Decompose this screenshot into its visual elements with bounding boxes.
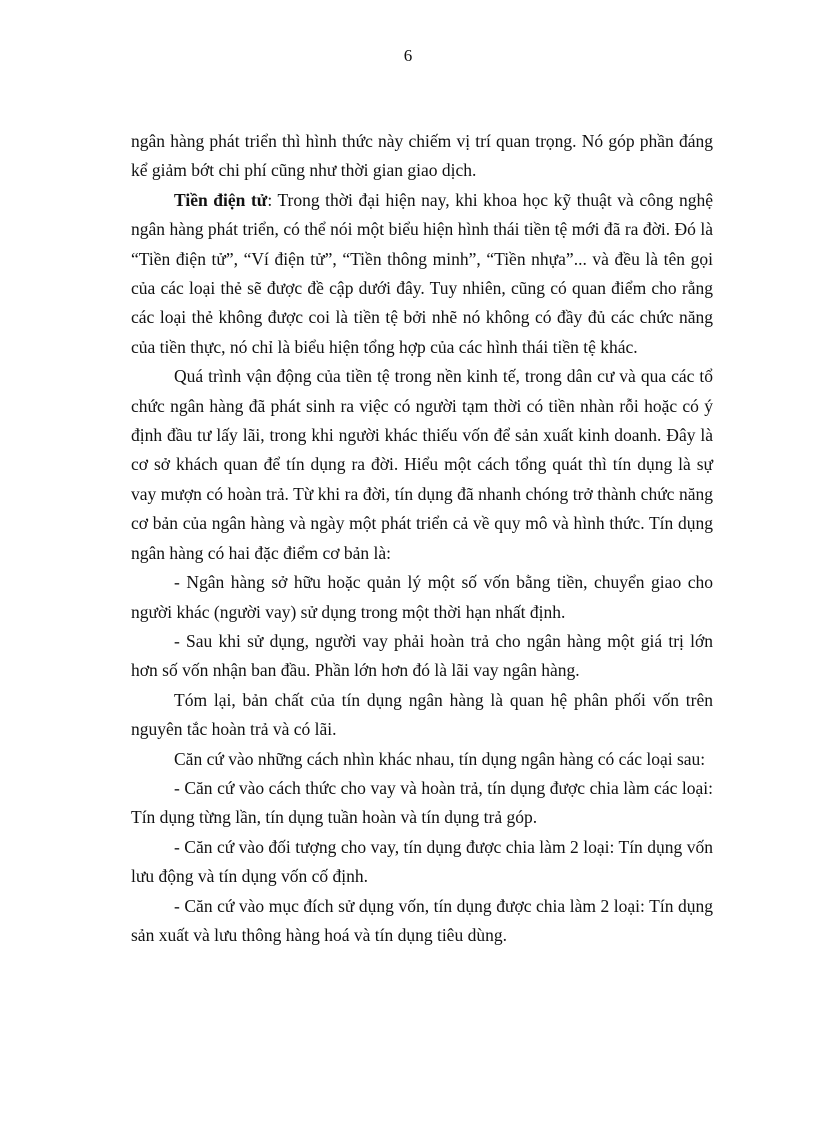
list-item-credit-feature: - Ngân hàng sở hữu hoặc quản lý một số vốn bằng tiền, chuyển giao cho người khác (người vay) sử dụng trong một thời hạn nhất định. xyxy=(131,572,713,622)
list-item-credit-feature: - Sau khi sử dụng, người vay phải hoàn trả cho ngân hàng một giá trị lớn hơn số vốn nhận ban đầu. Phần lớn hơn đó là lãi vay ngân hàng. xyxy=(131,630,713,681)
list-item-credit-type: - Căn cứ vào cách thức cho vay và hoàn trả, tín dụng được chia làm các loại: Tín dụng từng lần, tín dụng tuần hoàn và tín dụng trả góp. xyxy=(131,777,713,828)
page-number: 6 xyxy=(403,46,413,65)
document-body xyxy=(131,127,713,950)
term-electronic-money: Tiền điện tử xyxy=(174,189,268,210)
list-item-credit-type: - Căn cứ vào đối tượng cho vay, tín dụng được chia làm 2 loại: Tín dụng vốn lưu động và tín dụng vốn cố định. xyxy=(131,836,713,887)
paragraph-electronic-money xyxy=(131,186,713,362)
paragraph-continuation: ngân hàng phát triển thì hình thức này chiếm vị trí quan trọng. Nó góp phần đáng kể giảm bớt chi phí cũng như thời gian giao dịch. xyxy=(131,131,713,181)
paragraph-credit-types-intro: Căn cứ vào những cách nhìn khác nhau, tín dụng ngân hàng có các loại sau: xyxy=(174,748,706,769)
list-item-credit-type: - Căn cứ vào mục đích sử dụng vốn, tín dụng được chia làm 2 loại: Tín dụng sản xuất và lưu thông hàng hoá và tín dụng tiêu dùng. xyxy=(131,895,713,945)
paragraph-credit-origin: Quá trình vận động của tiền tệ trong nền kinh tế, trong dân cư và qua các tổ chức ngân hàng đã phát sinh ra việc có người tạm thời có tiền nhàn rỗi hoặc có ý định đầu tư lấy lãi, trong khi người khác thiếu vốn để sản xuất kinh doanh. Đây là cơ sở khách quan để tín dụng ra đời. Hiểu một cách tổng quát thì tín dụng là sự vay mượn có hoàn trả. Từ khi ra đời, tín dụng đã nhanh chóng trở thành chức năng cơ bản của ngân hàng và ngày một phát triển cả về quy mô và hình thức. Tín dụng ngân hàng có hai đặc điểm cơ bản là: xyxy=(131,366,713,563)
paragraph-credit-summary: Tóm lại, bản chất của tín dụng ngân hàng là quan hệ phân phối vốn trên nguyên tắc hoàn trả và có lãi. xyxy=(131,689,713,740)
paragraph-text: : Trong thời đại hiện nay, khi khoa học kỹ thuật và công nghệ ngân hàng phát triển, có thể nói một biểu hiện hình thái tiền tệ mới đã ra đời. Đó là “Tiền điện tử”, “Ví điện tử”, “Tiền thông minh”, “Tiền nhựa”... và đều là tên gọi của các loại thẻ sẽ được đề cập dưới đây. Tuy nhiên, cũng có quan điểm cho rằng các loại thẻ không được coi là tiền tệ bởi nhẽ nó không có đầy đủ các chức năng của tiền thực, nó chỉ là biểu hiện tổng hợp của các hình thái tiền tệ khác. xyxy=(131,189,713,357)
